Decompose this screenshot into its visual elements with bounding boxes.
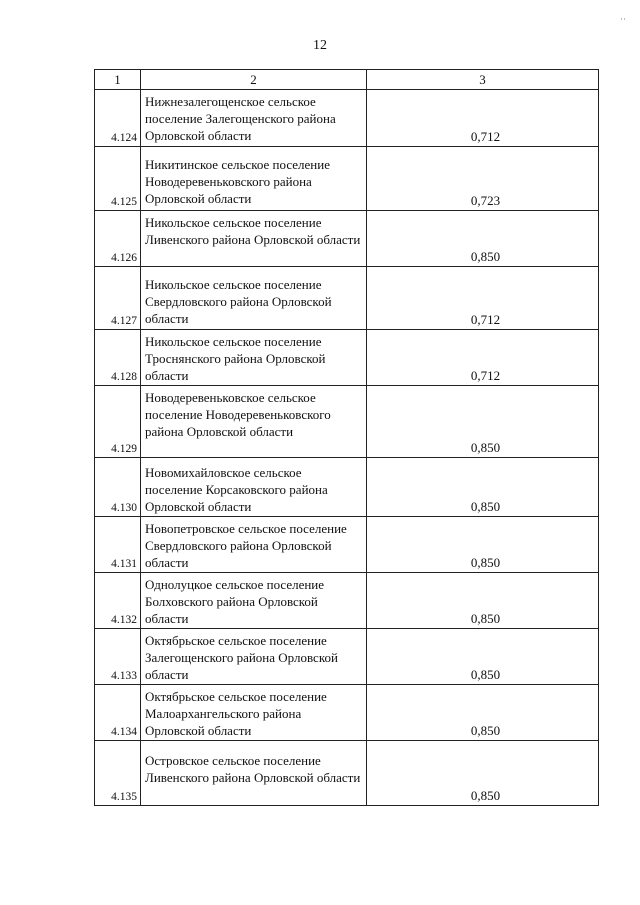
settlement-name: Новомихайловское сельское поселение Корсаковского района Орловской области bbox=[141, 458, 367, 517]
table-row bbox=[95, 458, 599, 517]
coefficient-value: 0,850 bbox=[367, 741, 599, 806]
coefficient-value: 0,723 bbox=[367, 147, 599, 211]
table-row bbox=[95, 386, 599, 458]
row-number: 4.127 bbox=[95, 267, 141, 330]
table-row bbox=[95, 267, 599, 330]
header-col-1: 1 bbox=[95, 70, 141, 90]
coefficient-value: 0,850 bbox=[367, 629, 599, 685]
row-number: 4.133 bbox=[95, 629, 141, 685]
table-header-row bbox=[95, 70, 599, 90]
row-number: 4.128 bbox=[95, 330, 141, 386]
header-col-3: 3 bbox=[367, 70, 599, 90]
coefficient-value: 0,850 bbox=[367, 386, 599, 458]
table-row bbox=[95, 629, 599, 685]
table-row bbox=[95, 147, 599, 211]
coefficient-table bbox=[94, 69, 599, 806]
table-row bbox=[95, 330, 599, 386]
table-row bbox=[95, 741, 599, 806]
coefficient-value: 0,850 bbox=[367, 517, 599, 573]
settlement-name: Никольское сельское поселение Троснянского района Орловской области bbox=[141, 330, 367, 386]
row-number: 4.132 bbox=[95, 573, 141, 629]
row-number: 4.134 bbox=[95, 685, 141, 741]
header-col-2: 2 bbox=[141, 70, 367, 90]
settlement-name: Никитинское сельское поселение Новодеревеньковского района Орловской области bbox=[141, 147, 367, 211]
coefficient-value: 0,850 bbox=[367, 573, 599, 629]
coefficient-value: 0,712 bbox=[367, 90, 599, 147]
table-row bbox=[95, 211, 599, 267]
coefficient-value: 0,850 bbox=[367, 458, 599, 517]
coefficient-value: 0,850 bbox=[367, 685, 599, 741]
settlement-name: Островское сельское поселение Ливенского района Орловской области bbox=[141, 741, 367, 806]
coefficient-value: 0,712 bbox=[367, 330, 599, 386]
row-number: 4.125 bbox=[95, 147, 141, 211]
table-row bbox=[95, 90, 599, 147]
corner-mark: ·· bbox=[620, 14, 626, 24]
settlement-name: Никольское сельское поселение Ливенского района Орловской области bbox=[141, 211, 367, 267]
row-number: 4.130 bbox=[95, 458, 141, 517]
settlement-name: Нижнезалегощенское сельское поселение Залегощенского района Орловской области bbox=[141, 90, 367, 147]
settlement-name: Октябрьское сельское поселение Малоархангельского района Орловской области bbox=[141, 685, 367, 741]
settlement-name: Октябрьское сельское поселение Залегощенского района Орловской области bbox=[141, 629, 367, 685]
coefficient-value: 0,712 bbox=[367, 267, 599, 330]
row-number: 4.129 bbox=[95, 386, 141, 458]
row-number: 4.124 bbox=[95, 90, 141, 147]
row-number: 4.135 bbox=[95, 741, 141, 806]
row-number: 4.126 bbox=[95, 211, 141, 267]
settlement-name: Новопетровское сельское поселение Свердловского района Орловской области bbox=[141, 517, 367, 573]
settlement-name: Новодеревеньковское сельское поселение Новодеревеньковского района Орловской области bbox=[141, 386, 367, 458]
table-row bbox=[95, 573, 599, 629]
coefficient-value: 0,850 bbox=[367, 211, 599, 267]
page-number: 12 bbox=[313, 38, 327, 53]
settlement-name: Никольское сельское поселение Свердловского района Орловской области bbox=[141, 267, 367, 330]
table-row bbox=[95, 517, 599, 573]
table-row bbox=[95, 685, 599, 741]
row-number: 4.131 bbox=[95, 517, 141, 573]
settlement-name: Однолуцкое сельское поселение Болховского района Орловской области bbox=[141, 573, 367, 629]
